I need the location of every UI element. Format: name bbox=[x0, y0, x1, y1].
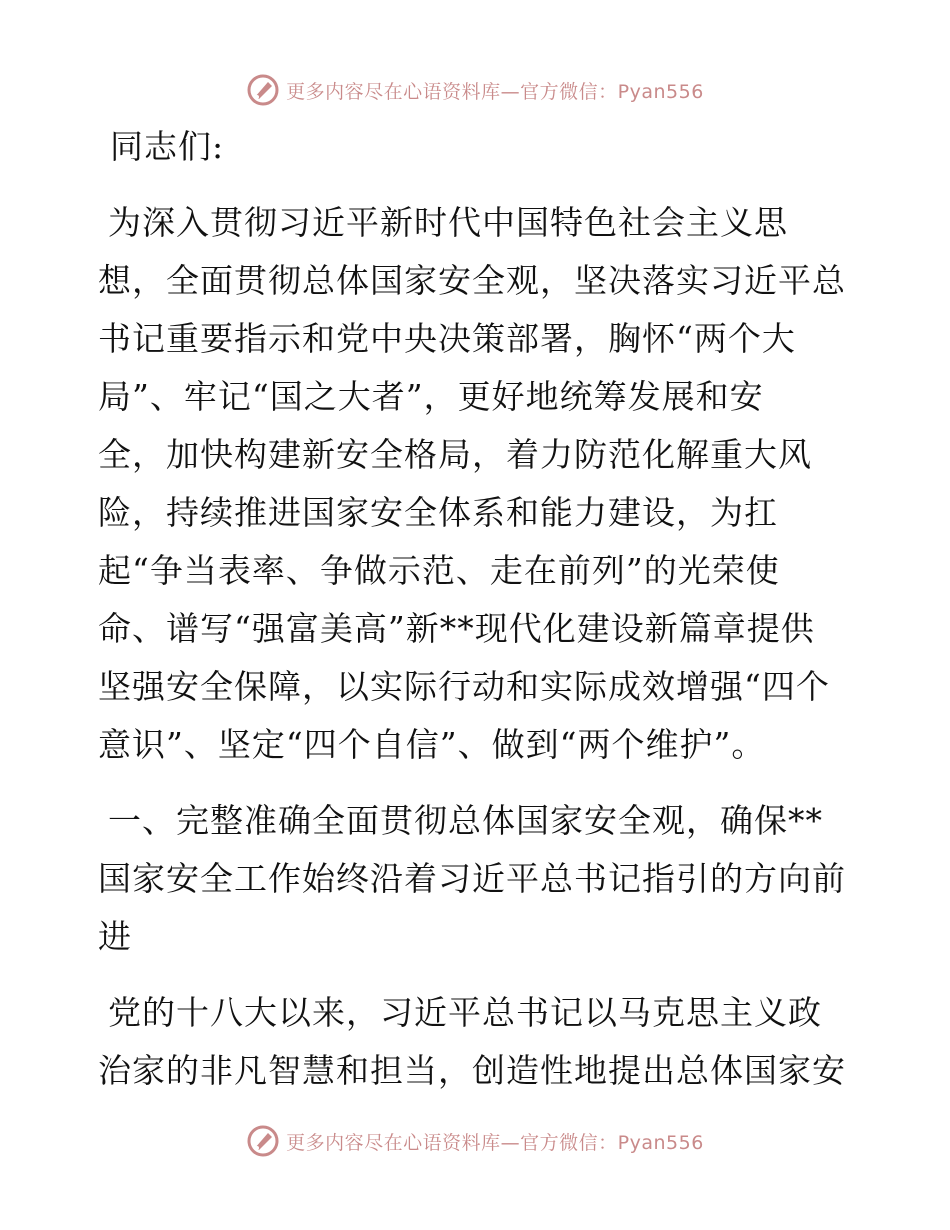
heading-line: 一、完整准确全面贯彻总体国家安全观，确保** bbox=[108, 801, 823, 840]
paragraph-line: 为深入贯彻习近平新时代中国特色社会主义思 bbox=[108, 203, 788, 242]
heading-line: 国家安全工作始终沿着习近平总书记指引的方向前 bbox=[98, 859, 846, 898]
paragraph-2 bbox=[98, 984, 858, 1100]
paragraph-line: 治家的非凡智慧和担当，创造性地提出总体国家安 bbox=[98, 1051, 846, 1090]
watermark-banner-bottom bbox=[0, 1121, 950, 1161]
paragraph-line: 起“争当表率、争做示范、走在前列”的光荣使 bbox=[98, 551, 780, 590]
paragraph-line: 书记重要指示和党中央决策部署，胸怀“两个大 bbox=[98, 319, 796, 358]
document-body bbox=[98, 118, 858, 1100]
paragraph-line: 坚强安全保障，以实际行动和实际成效增强“四个 bbox=[98, 667, 830, 706]
watermark-text: 更多内容尽在心语资料库—官方微信：Pyan556 bbox=[286, 1131, 704, 1154]
watermark-text: 更多内容尽在心语资料库—官方微信：Pyan556 bbox=[286, 80, 704, 103]
greeting: 同志们: bbox=[110, 127, 225, 166]
paragraph-line: 命、谱写“强富美高”新**现代化建设新篇章提供 bbox=[98, 609, 815, 648]
paragraph-line: 险，持续推进国家安全体系和能力建设，为扛 bbox=[98, 493, 778, 532]
watermark-content bbox=[246, 73, 704, 107]
pen-nib-circle-icon bbox=[246, 73, 280, 107]
paragraph-line: 想，全面贯彻总体国家安全观，坚决落实习近平总 bbox=[98, 261, 846, 300]
paragraph-line: 全，加快构建新安全格局，着力防范化解重大风 bbox=[98, 435, 812, 474]
watermark-banner-top bbox=[0, 70, 950, 110]
heading-line: 进 bbox=[98, 917, 132, 956]
paragraph-line: 党的十八大以来，习近平总书记以马克思主义政 bbox=[108, 993, 822, 1032]
pen-nib-circle-icon bbox=[246, 1124, 280, 1158]
watermark-content bbox=[246, 1124, 704, 1158]
section-heading-1 bbox=[98, 792, 858, 966]
paragraph-line: 意识”、坚定“四个自信”、做到“两个维护”。 bbox=[98, 725, 766, 764]
paragraph-1 bbox=[98, 194, 858, 774]
paragraph-line: 局”、牢记“国之大者”，更好地统筹发展和安 bbox=[98, 377, 764, 416]
